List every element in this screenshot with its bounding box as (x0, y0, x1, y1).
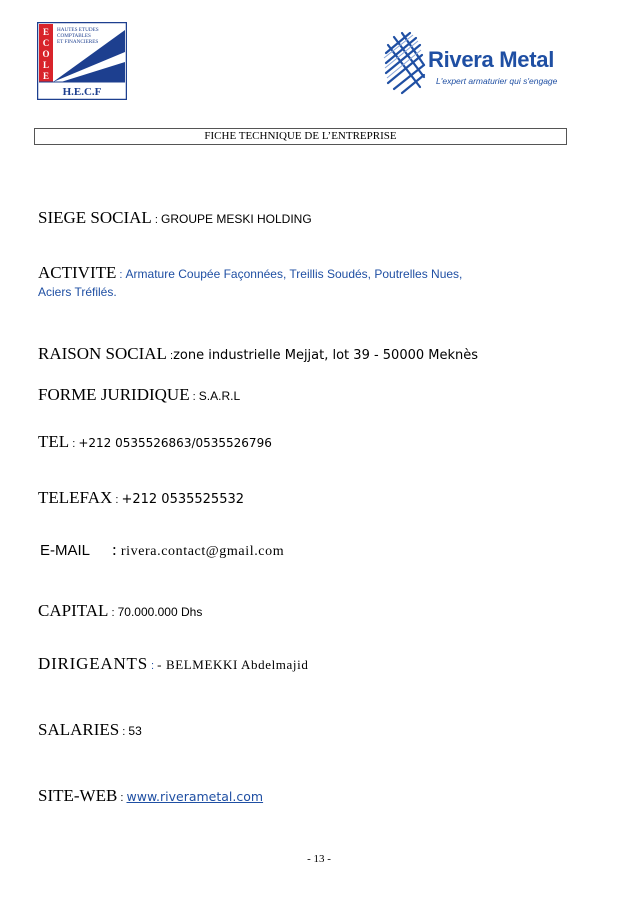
salaries-label: SALARIES (38, 720, 120, 739)
activite-sep: : (116, 269, 126, 281)
tel-label: TEL (38, 432, 70, 451)
hecf-letter-e: E (42, 27, 50, 37)
field-dirigeants (38, 654, 308, 674)
field-forme-juridique (38, 385, 240, 405)
field-site-web (38, 786, 263, 806)
field-email (40, 540, 284, 560)
email-label: E-MAIL (40, 542, 91, 559)
tel-sep: : (69, 438, 79, 450)
telefax-sep: : (112, 494, 122, 506)
hecf-letter-l: L (42, 60, 50, 70)
salaries-sep: : (119, 726, 129, 738)
field-capital (38, 601, 202, 621)
raison-sep: : (166, 350, 174, 362)
field-salaries (38, 720, 142, 740)
capital-sep: : (108, 607, 118, 619)
telefax-label: TELEFAX (38, 488, 113, 507)
hecf-letter-o: O (42, 49, 50, 59)
capital-value: 70.000.000 Dhs (117, 605, 203, 619)
forme-label: FORME JURIDIQUE (38, 385, 190, 404)
dirigeants-value: - BELMEKKI Abdelmajid (157, 657, 309, 672)
tel-value: +212 0535526863/0535526796 (78, 436, 272, 450)
siege-sep: : (151, 214, 161, 226)
email-sep: : (112, 540, 117, 559)
activite-value-line2 (38, 283, 117, 301)
hecf-school-logo (37, 22, 127, 100)
telefax-value: +212 0535525532 (121, 492, 245, 507)
siteweb-sep: : (117, 792, 127, 804)
field-telefax (38, 488, 244, 508)
dirigeants-sep: : (148, 660, 158, 672)
forme-sep: : (189, 391, 199, 403)
siege-label: SIEGE SOCIAL (38, 208, 152, 227)
page-title: FICHE TECHNIQUE DE L’ENTREPRISE (34, 128, 567, 145)
siteweb-label: SITE-WEB (38, 786, 118, 805)
email-value: rivera.contact@gmail.com (116, 544, 285, 559)
hecf-letter-e2: E (42, 71, 50, 81)
field-activite (38, 263, 462, 283)
activite-value: Armature Coupée Façonnées, Treillis Soudés, Poutrelles Nues, (125, 267, 463, 281)
hecf-line-1: HAUTES ETUDES (57, 27, 99, 33)
page-number: - 13 - (307, 853, 331, 865)
hecf-line-3: ET FINANCIERES (57, 39, 99, 45)
salaries-value: 53 (128, 724, 142, 738)
capital-label: CAPITAL (38, 601, 109, 620)
siege-value: GROUPE MESKI HOLDING (160, 212, 312, 226)
rivera-metal-slogan: L'expert armaturier qui s'engage (436, 76, 558, 86)
raison-value: zone industrielle Mejjat, lot 39 - 50000 Meknès (173, 348, 479, 363)
dirigeants-label: DIRIGEANTS (38, 654, 148, 673)
forme-value: S.A.R.L (198, 389, 241, 403)
field-raison-social (38, 344, 478, 364)
hecf-letter-c: C (42, 38, 50, 48)
activite-value-2: Aciers Tréfilés. (38, 285, 117, 299)
website-link[interactable]: www.riverametal.com (126, 789, 264, 804)
hecf-line-2: COMPTABLES (57, 33, 91, 39)
hecf-acronym: H.E.C.F (62, 86, 102, 98)
rivera-metal-name: Rivera Metal (428, 47, 555, 72)
activite-label: ACTIVITE (38, 263, 117, 282)
field-tel (38, 432, 272, 452)
raison-label: RAISON SOCIAL (38, 344, 167, 363)
field-siege-social (38, 208, 312, 228)
